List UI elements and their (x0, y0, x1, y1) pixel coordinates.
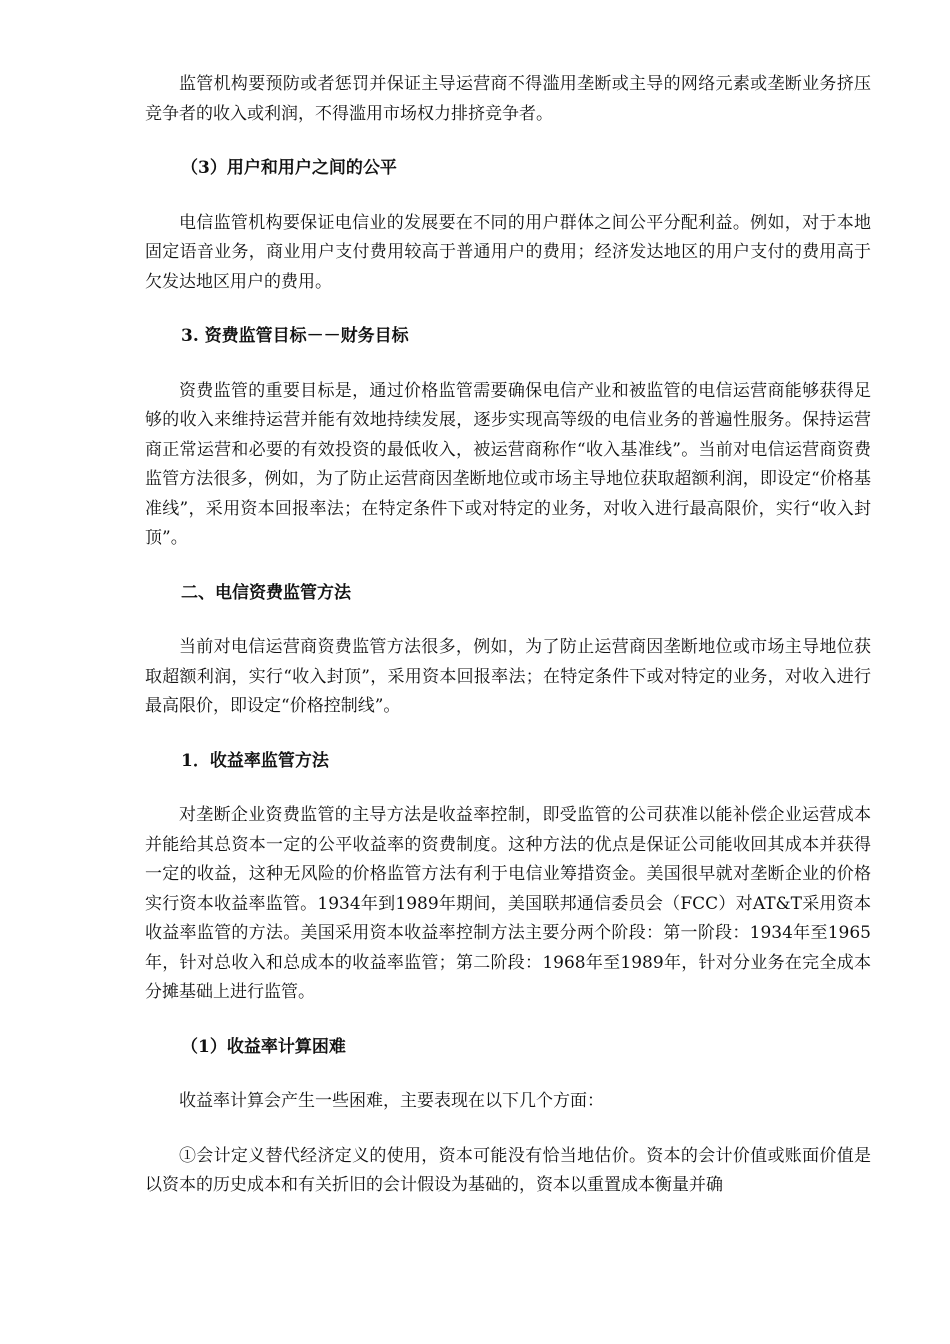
paragraph: 对垄断企业资费监管的主导方法是收益率控制，即受监管的公司获准以能补偿企业运营成本并能给其总资本一定的公平收益率的资费制度。这种方法的优点是保证公司能收回其成本并获得一定的收益，这种无风险的价格监管方法有利于电信业筹措资金。美国很早就对垄断企业的价格实行资本收益率监管。1934年到1989年期间，美国联邦通信委员会（FCC）对AT&T采用资本收益率监管的方法。美国采用资本收益率控制方法主要分两个阶段：第一阶段：1934年至1965年，针对总收入和总成本的收益率监管；第二阶段：1968年至1989年，针对分业务在完全成本分摊基础上进行监管。 (145, 805, 871, 1002)
section-heading: 3. 资费监管目标－－财务目标 (181, 326, 409, 346)
paragraph: 监管机构要预防或者惩罚并保证主导运营商不得滥用垄断或主导的网络元素或垄断业务挤压竞争者的收入或利润，不得滥用市场权力排挤竞争者。 (145, 74, 871, 124)
section-heading: 1．收益率监管方法 (181, 750, 329, 771)
paragraph: ①会计定义替代经济定义的使用，资本可能没有恰当地估价。资本的会计价值或账面价值是以资本的历史成本和有关折旧的会计假设为基础的，资本以重置成本衡量并确 (145, 1145, 871, 1195)
section-heading: 二、电信资费监管方法 (181, 582, 351, 603)
paragraph: 资费监管的重要目标是，通过价格监管需要确保电信产业和被监管的电信运营商能够获得足够的收入来维持运营并能有效地持续发展，逐步实现高等级的电信业务的普遍性服务。保持运营商正常运营和必要的有效投资的最低收入，被运营商称作“收入基准线”。当前对电信运营商资费监管方法很多，例如，为了防止运营商因垄断地位或市场主导地位获取超额利润，即设定“价格基准线”，采用资本回报率法；在特定条件下或对特定的业务，对收入进行最高限价，实行“收入封顶”。 (145, 380, 871, 548)
paragraph: 收益率计算会产生一些困难，主要表现在以下几个方面： (179, 1091, 604, 1111)
paragraph: 电信监管机构要保证电信业的发展要在不同的用户群体之间公平分配利益。例如，对于本地固定语音业务，商业用户支付费用较高于普通用户的费用；经济发达地区的用户支付的费用高于欠发达地区用户的费用。 (145, 212, 871, 292)
document-page (145, 70, 871, 1201)
section-heading: （3）用户和用户之间的公平 (181, 158, 397, 178)
section-heading: （1）收益率计算困难 (181, 1036, 346, 1057)
paragraph: 当前对电信运营商资费监管方法很多，例如，为了防止运营商因垄断地位或市场主导地位获取超额利润，实行“收入封顶”，采用资本回报率法；在特定条件下或对特定的业务，对收入进行最高限价，即设定“价格控制线”。 (145, 637, 871, 716)
